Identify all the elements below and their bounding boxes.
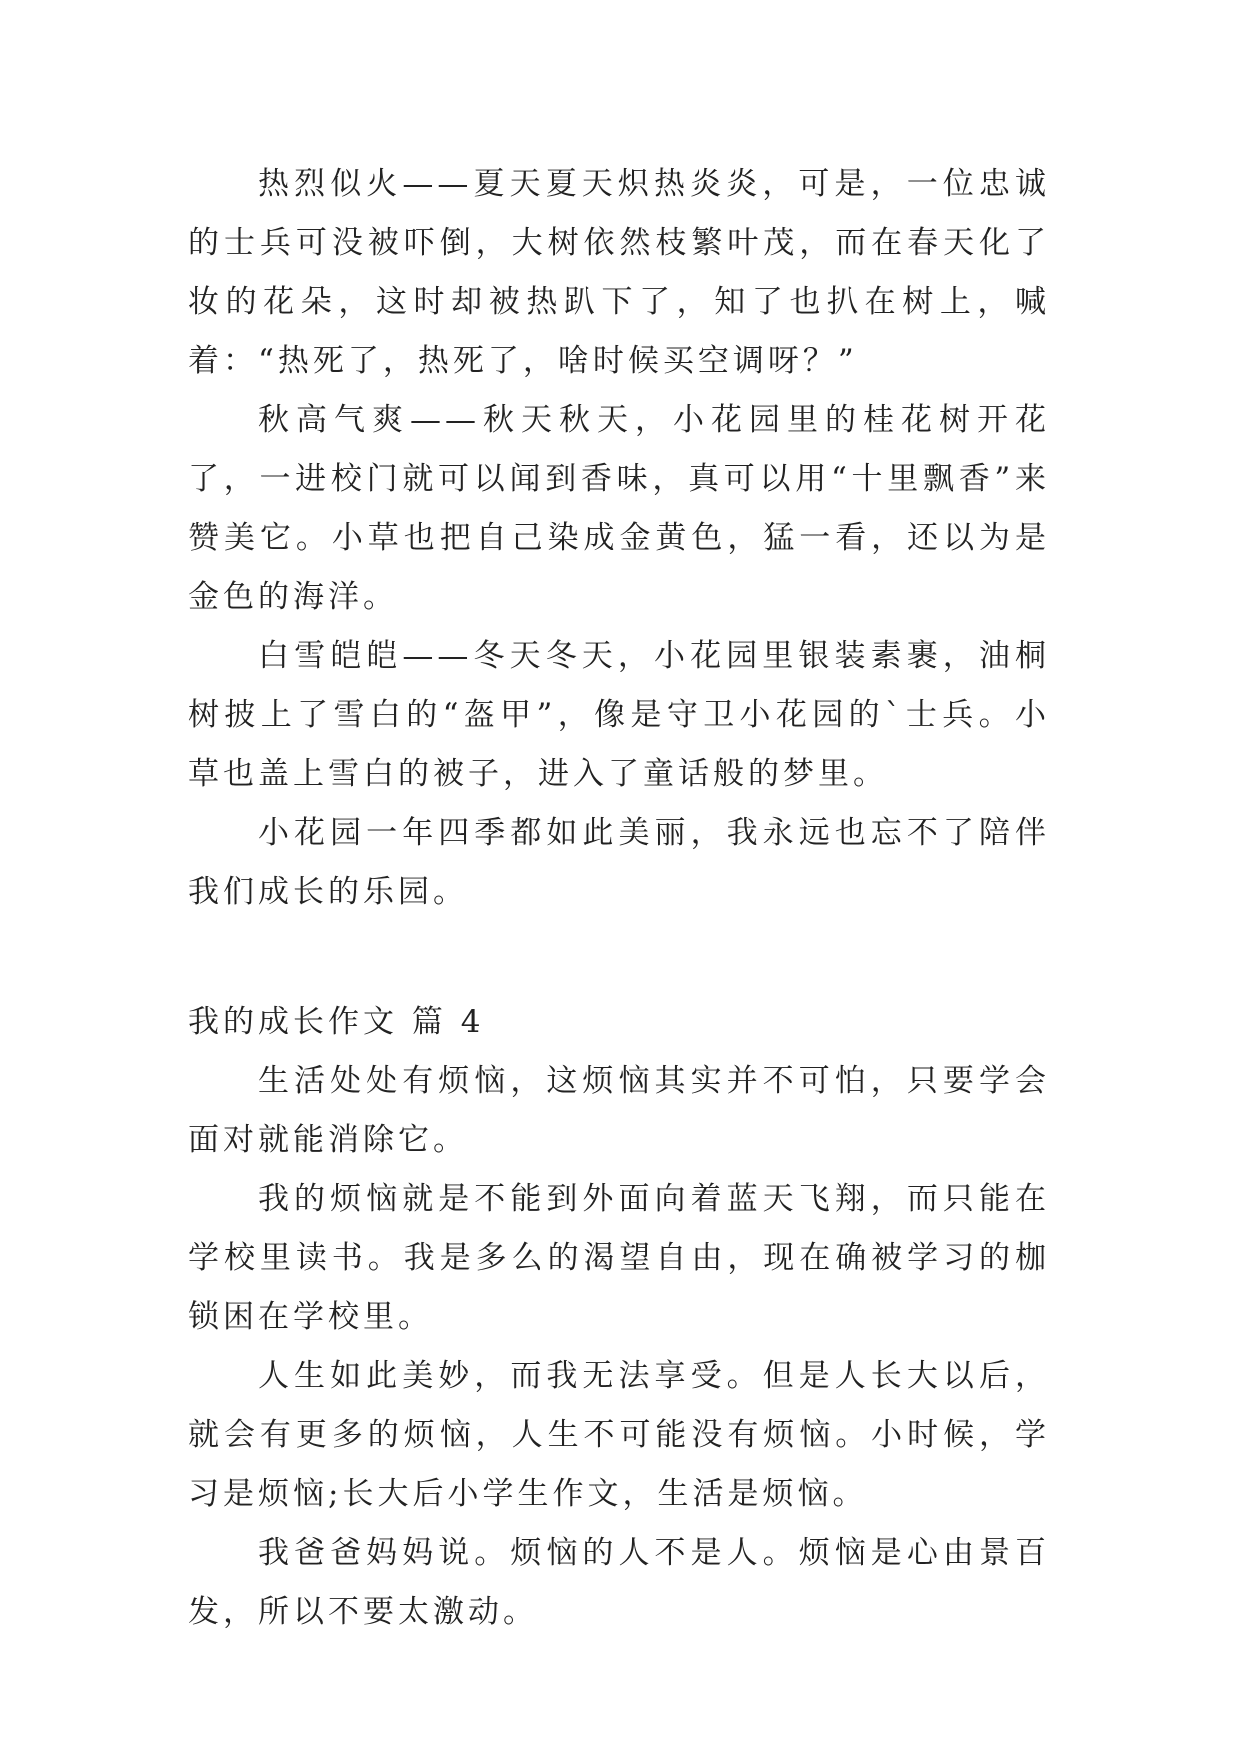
paragraph-summer: 热烈似火——夏天夏天炽热炎炎，可是，一位忠诚的士兵可没被吓倒，大树依然枝繁叶茂，而在春天化了妆的花朵，这时却被热趴下了，知了也扒在树上，喊着：“热死了，热死了，啥时候买空调呀？”: [188, 166, 1050, 379]
paragraph-autumn: 秋高气爽——秋天秋天，小花园里的桂花树开花了，一进校门就可以闻到香味，真可以用“十里飘香”来赞美它。小草也把自己染成金黄色，猛一看，还以为是金色的海洋。: [188, 402, 1050, 615]
paragraph-life-troubles: 人生如此美妙，而我无法享受。但是人长大以后，就会有更多的烦恼，人生不可能没有烦恼。小时候，学习是烦恼;长大后小学生作文，生活是烦恼。: [188, 1358, 1050, 1512]
paragraph-winter: 白雪皑皑——冬天冬天，小花园里银装素裹，油桐树披上了雪白的“盔甲”，像是守卫小花园的`士兵。小草也盖上雪白的被子，进入了童话般的梦里。: [188, 638, 1050, 792]
section-title: 我的成长作文 篇 4: [188, 1004, 485, 1040]
paragraph-troubles-intro: 生活处处有烦恼，这烦恼其实并不可怕，只要学会面对就能消除它。: [188, 1063, 1050, 1158]
paragraph-garden-conclusion: 小花园一年四季都如此美丽，我永远也忘不了陪伴我们成长的乐园。: [188, 815, 1050, 910]
document-body: [188, 155, 1050, 1642]
paragraph-parents-say: 我爸爸妈妈说。烦恼的人不是人。烦恼是心由景百发，所以不要太激动。: [188, 1535, 1050, 1630]
paragraph-my-trouble: 我的烦恼就是不能到外面向着蓝天飞翔，而只能在学校里读书。我是多么的渴望自由，现在确被学习的枷锁困在学校里。: [188, 1181, 1050, 1335]
